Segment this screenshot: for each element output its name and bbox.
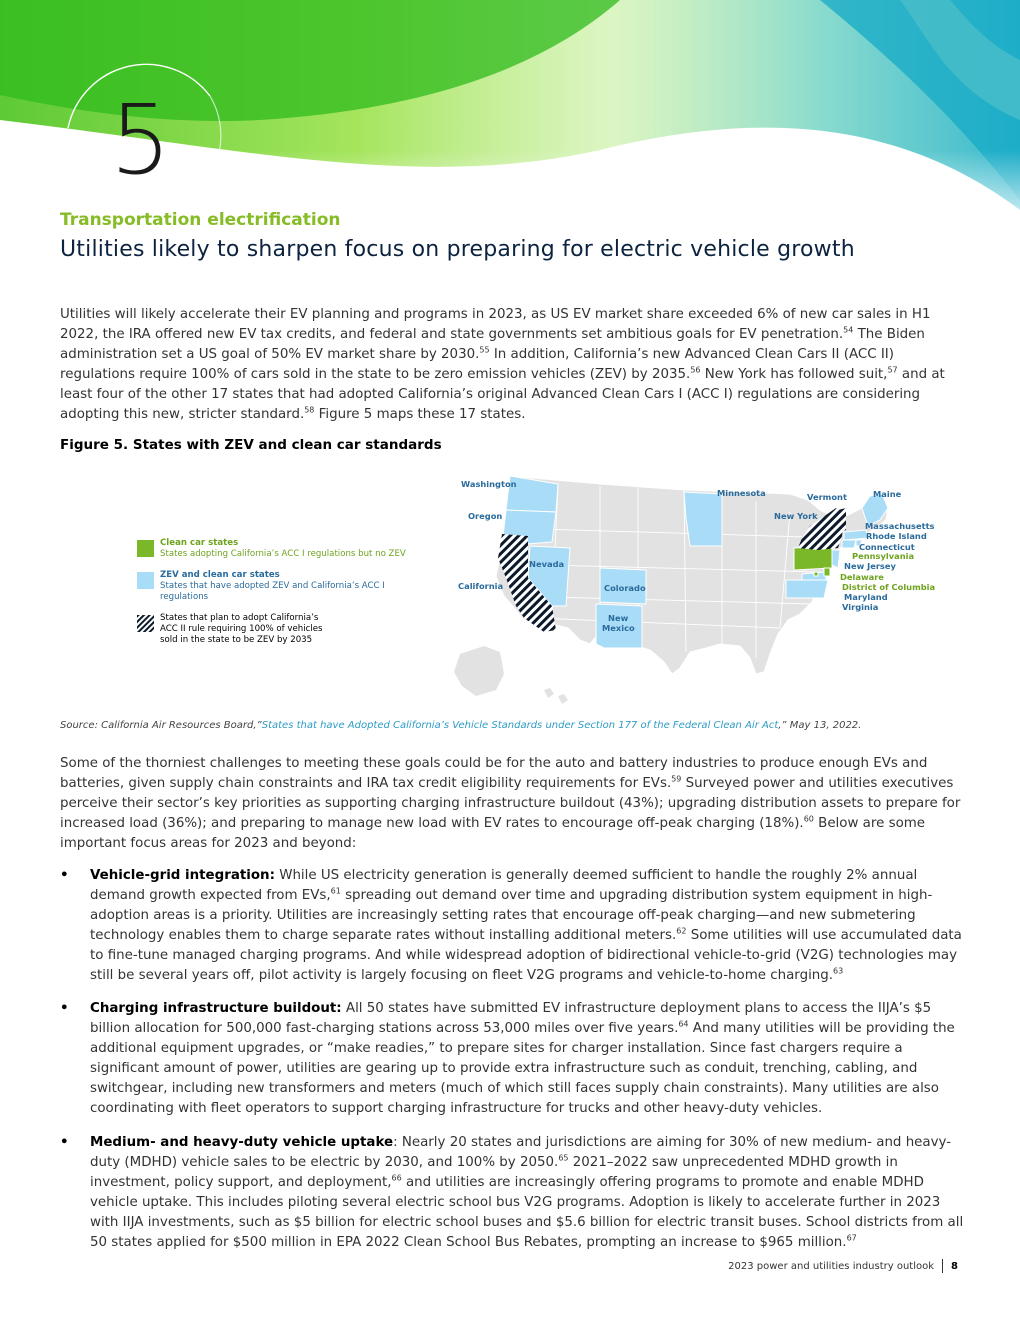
bullet-vehicle-grid: • Vehicle-grid integration: While US electricity generation is generally deemed sufficient to handle the roughly 2% annual demand growth expected from EVs,$^{61}$ spreading out demand over time and upgrading distribution system equipment in high-adoption areas is a priority. Utilities are increasingly setting rates that encourage off-peak charging—and new submetering technology enables them to charge separate rates without installing additional meters.$^{62}$ Some utilities will use accumulated data to fine-tune managed charging programs. And while widespread adoption of bidirectional vehicle-to-grid (V2G) technologies may still be several years off, pilot activity is largely focusing on fleet V2G programs and vehicle-to-home charging.$^{63}$	[60, 868, 962, 983]
map-label-washington: Washington	[461, 479, 517, 489]
footer-divider	[942, 1259, 943, 1273]
legend-title: ZEV and clean car states	[160, 570, 280, 580]
map-label-maine: Maine	[873, 489, 902, 499]
page-title: Utilities likely to sharpen focus on preparing for electric vehicle growth	[60, 237, 855, 262]
footnote-ref[interactable]: 64	[678, 1019, 689, 1029]
map-label-colorado: Colorado	[604, 583, 646, 593]
map-label-new-jersey: New Jersey	[844, 561, 896, 571]
section-kicker: Transportation electrification	[60, 210, 341, 230]
map-label-oregon: Oregon	[468, 511, 503, 521]
map-label-delaware: Delaware	[840, 572, 884, 582]
legend-item-zev	[137, 570, 427, 603]
map-label-dc: District of Columbia	[842, 582, 936, 592]
map-label-new-mexico-1: New	[608, 613, 629, 623]
map-label-maryland: Maryland	[844, 592, 888, 602]
bullet-marker: •	[60, 1001, 69, 1016]
legend-swatch-hatched	[137, 615, 154, 632]
map-label-new-york: New York	[774, 511, 818, 521]
map-label-pennsylvania: Pennsylvania	[852, 551, 915, 561]
footnote-ref[interactable]: 54	[843, 325, 854, 335]
footnote-ref[interactable]: 55	[479, 345, 490, 355]
chapter-number: 5	[110, 84, 170, 196]
footnote-ref[interactable]: 62	[676, 926, 687, 936]
bullet-mdhd: • Medium- and heavy-duty vehicle uptake: Nearly 20 states and jurisdictions are aiming for 30% of new medium- and heavy-duty (MDHD) vehicle sales to be electric by 2030, and 100% by 2050.65 2021–2022 saw unprecedented MDHD growth in investment, policy support, and deployment,$^{66}$ and utilities are increasingly offering programs to promote and enable MDHD vehicle uptake. This includes piloting several electric school bus V2G programs. Adoption is likely to accelerate further in 2023 with IIJA investments, such as $5 billion for electric school buses and $5.6 billion for electric transit buses. School districts from all 50 states applied for $500 million in EPA 2022 Clean School Bus Rebates, prompting an increase to $965 million.$^{67}$	[60, 1135, 964, 1250]
footnote-ref[interactable]: 63	[833, 966, 844, 976]
legend-swatch-green	[137, 540, 154, 557]
footer-title: 2023 power and utilities industry outlook	[728, 1260, 935, 1272]
us-states-map	[440, 468, 980, 708]
source-link[interactable]: States that have Adopted California’s Vehicle Standards under Section 177 of the Federal Clean Air Act	[261, 720, 779, 731]
legend-desc: States adopting California’s ACC I regulations but no ZEV	[160, 549, 406, 559]
state-delaware	[824, 568, 830, 576]
page-number: 8	[951, 1260, 958, 1272]
footnote-ref[interactable]: 58	[304, 405, 315, 415]
bullet-charging-infra: • Charging infrastructure buildout: All 50 states have submitted EV infrastructure deployment plans to access the IIJA’s $5 billion allocation for 500,000 fast-charging stations across 53,000 miles over five years.$^{64}$ And many utilities will be providing the additional equipment upgrades, or “make readies,” to prepare sites for charger installation. Since fast chargers require a significant amount of power, utilities are gearing up to provide extra infrastructure such as conduit, trenching, cabling, and switchgear, including new transformers and meters (much of which still faces supply chain constraints). Many utilities are also coordinating with fleet operators to support charging infrastructure for trucks and other heavy-duty vehicles.	[60, 1001, 955, 1116]
map-label-virginia: Virginia	[842, 602, 879, 612]
figure-title: Figure 5. States with ZEV and clean car standards	[60, 437, 442, 453]
map-label-vermont: Vermont	[807, 492, 847, 502]
legend-item-clean-car	[137, 538, 427, 560]
figure-source: Source: California Air Resources Board,”States that have Adopted California’s Vehicle Standards under Section 177 of the Federal Clean Air Act,” May 13, 2022.	[60, 720, 862, 731]
footnote-ref[interactable]: 56	[690, 365, 701, 375]
legend-desc: States that have adopted ZEV and California’s ACC I regulations	[160, 581, 385, 602]
state-pennsylvania	[794, 546, 832, 570]
map-label-nevada: Nevada	[529, 559, 565, 569]
footnote-ref[interactable]: 59	[671, 774, 682, 784]
map-label-connecticut: Connecticut	[859, 542, 915, 552]
legend-desc: States that plan to adopt California’s ACC II rule requiring 100% of vehicles sold in the state to be ZEV by 2035	[160, 613, 323, 645]
state-virginia	[786, 580, 828, 598]
footnote-ref[interactable]: 67	[846, 1233, 857, 1243]
map-legend	[137, 538, 427, 656]
bullet-marker: •	[60, 1135, 69, 1150]
intro-paragraph: Utilities will likely accelerate their EV planning and programs in 2023, as US EV market share exceeded 6% of new car sales in H1 2022, the IRA offered new EV tax credits, and federal and state governments set ambitious goals for EV penetration.$^{54}$ The Biden administration set a US goal of 50% EV market share by 2030.55 In addition, California’s new Advanced Clean Cars II (ACC II) regulations require 100% of cars sold in the state to be zero emission vehicles (ZEV) by 2035.56 New York has followed suit,$^{57}$ and at least four of the other 17 states that had adopted California’s original Advanced Clean Cars I (ACC I) regulations are considering adopting this new, stricter standard.$^{58}$ Figure 5 maps these 17 states.	[60, 307, 945, 422]
state-minnesota	[684, 492, 722, 546]
footnote-ref[interactable]: 66	[391, 1173, 402, 1183]
legend-swatch-blue	[137, 572, 154, 589]
map-label-massachusetts: Massachusetts	[865, 521, 935, 531]
map-label-minnesota: Minnesota	[717, 488, 766, 498]
body-paragraph: Some of the thorniest challenges to meeting these goals could be for the auto and battery industries to produce enough EVs and batteries, given supply chain constraints and IRA tax credit eligibility requirements for EVs.$^{59}$ Surveyed power and utilities executives perceive their sector’s key priorities as supporting charging infrastructure buildout (43%); upgrading distribution assets to prepare for increased load (36%); and preparing to manage new load with EV rates to encourage off-peak charging (18%).$^{60}$ Below are some important focus areas for 2023 and beyond:	[60, 756, 961, 851]
state-massachusetts	[844, 530, 868, 540]
footnote-ref[interactable]: 60	[803, 814, 814, 824]
footnote-ref[interactable]: 57	[887, 365, 898, 375]
footnote-ref[interactable]: 65	[558, 1153, 569, 1163]
bullet-lead: Medium- and heavy-duty vehicle uptake	[90, 1135, 394, 1150]
bullet-lead: Charging infrastructure buildout:	[90, 1001, 342, 1016]
legend-title: Clean car states	[160, 538, 239, 548]
legend-item-acc2	[137, 613, 427, 646]
alaska-shape	[454, 646, 504, 696]
map-label-rhode-island: Rhode Island	[866, 531, 927, 541]
state-connecticut	[842, 540, 856, 548]
map-label-new-mexico-2: Mexico	[602, 623, 635, 633]
footnote-ref[interactable]: 61	[330, 886, 341, 896]
bullet-marker: •	[60, 868, 69, 883]
bullet-lead: Vehicle-grid integration:	[90, 868, 275, 883]
hawaii-shape	[544, 688, 568, 704]
map-label-california: California	[458, 581, 504, 591]
page-footer	[728, 1259, 958, 1273]
state-dc	[814, 572, 818, 576]
